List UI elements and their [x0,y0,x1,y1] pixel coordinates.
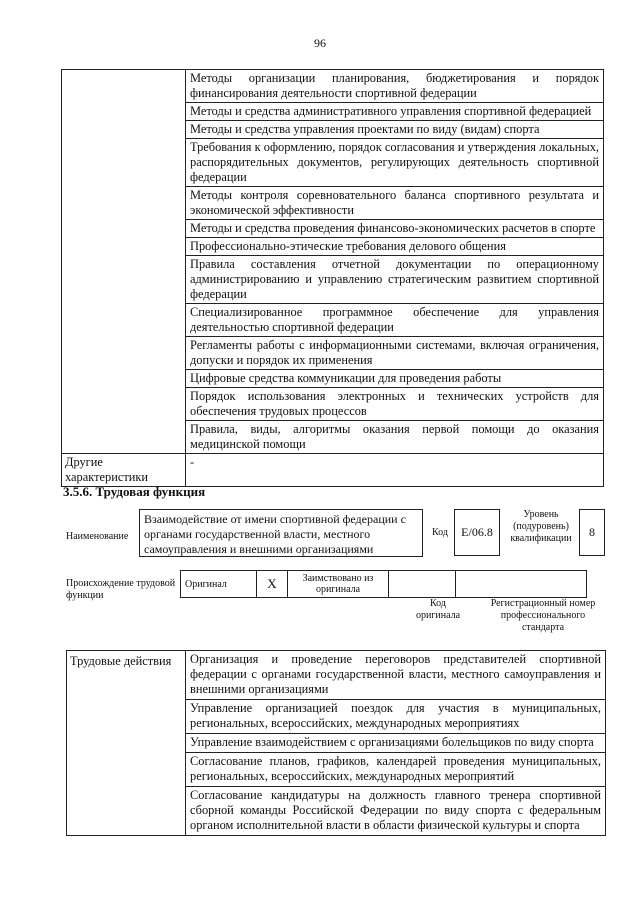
other-characteristics-value: - [186,454,604,487]
function-name-box: Взаимодействие от имени спортивной федерации с органами государственной власти, местного самоуправления и внешними организациями [139,509,423,557]
reg-number-cell [456,571,587,598]
table-cell: Профессионально-этические требования делового общения [186,238,604,256]
knowledge-table [61,69,604,487]
origin-label: Происхождение трудовой функции [66,578,176,601]
table-cell: Методы и средства управления проектами по виду (видам) спорта [186,121,604,139]
table-cell: Методы и средства проведения финансово-экономических расчетов в спорте [186,220,604,238]
table-row [67,651,606,700]
qualification-level-label: Уровень (подуровень) квалификации [510,509,572,544]
table-cell: Методы и средства административного управления спортивной федерацией [186,103,604,121]
table-cell: Правила составления отчетной документации по операционному администрированию и управлению стратегическим развитием спортивной федерации [186,256,604,304]
table-cell: Управление взаимодействием с организациями болельщиков по виду спорта [186,734,606,753]
table-cell: Согласование кандидатуры на должность главного тренера спортивной сборной команды Российской Федерации по виду спорта с федеральным органом исполнительной власти в области физической культуры и спорта [186,787,606,836]
page-number: 96 [314,36,326,50]
function-code-box: E/06.8 [454,509,500,556]
table-row [62,454,604,487]
table-cell: Методы организации планирования, бюджетирования и порядок финансирования деятельности спортивной федерации [186,70,604,103]
table-row [181,571,587,598]
table-cell: Правила, виды, алгоритмы оказания первой помощи до оказания медицинской помощи [186,421,604,454]
labor-actions-label: Трудовые действия [67,651,186,836]
code-original-label: Код оригинала [415,598,461,621]
table-cell: Цифровые средства коммуникации для проведения работы [186,370,604,388]
table-cell: Требования к оформлению, порядок согласования и утверждения локальных, распорядительных документов, регулирующих деятельность спортивной федерации [186,139,604,187]
table-cell: Регламенты работы с информационными системами, включая ограничения, допуски и порядок их применения [186,337,604,370]
origin-table [180,570,587,598]
name-label: Наименование [66,531,129,542]
reg-number-label: Регистрационный номер профессионального стандарта [490,598,596,633]
table-cell: Организация и проведение переговоров представителей спортивной федерации с органами государственной власти, местного самоуправления и внешними организациями [186,651,606,700]
labor-actions-table [66,650,606,836]
original-label: Оригинал [181,571,257,598]
code-label: Код [432,527,448,538]
empty-label-cell [62,70,186,454]
other-characteristics-label: Другие характеристики [62,454,186,487]
table-cell: Согласование планов, графиков, календарей проведения муниципальных, региональных, всероссийских, международных мероприятий [186,753,606,787]
code-original-cell [389,571,456,598]
qualification-level-box: 8 [579,509,605,556]
section-title: 3.5.6. Трудовая функция [63,484,206,499]
table-cell: Порядок использования электронных и технических устройств для обеспечения трудовых процессов [186,388,604,421]
table-row [62,70,604,103]
table-cell: Специализированное программное обеспечение для управления деятельностью спортивной федерации [186,304,604,337]
borrowed-label: Заимствовано из оригинала [288,571,389,598]
original-mark: X [257,571,288,598]
table-cell: Управление организацией поездок для участия в муниципальных, региональных, всероссийских, международных мероприятиях [186,700,606,734]
table-cell: Методы контроля соревновательного баланса спортивного результата и экономической эффективности [186,187,604,220]
